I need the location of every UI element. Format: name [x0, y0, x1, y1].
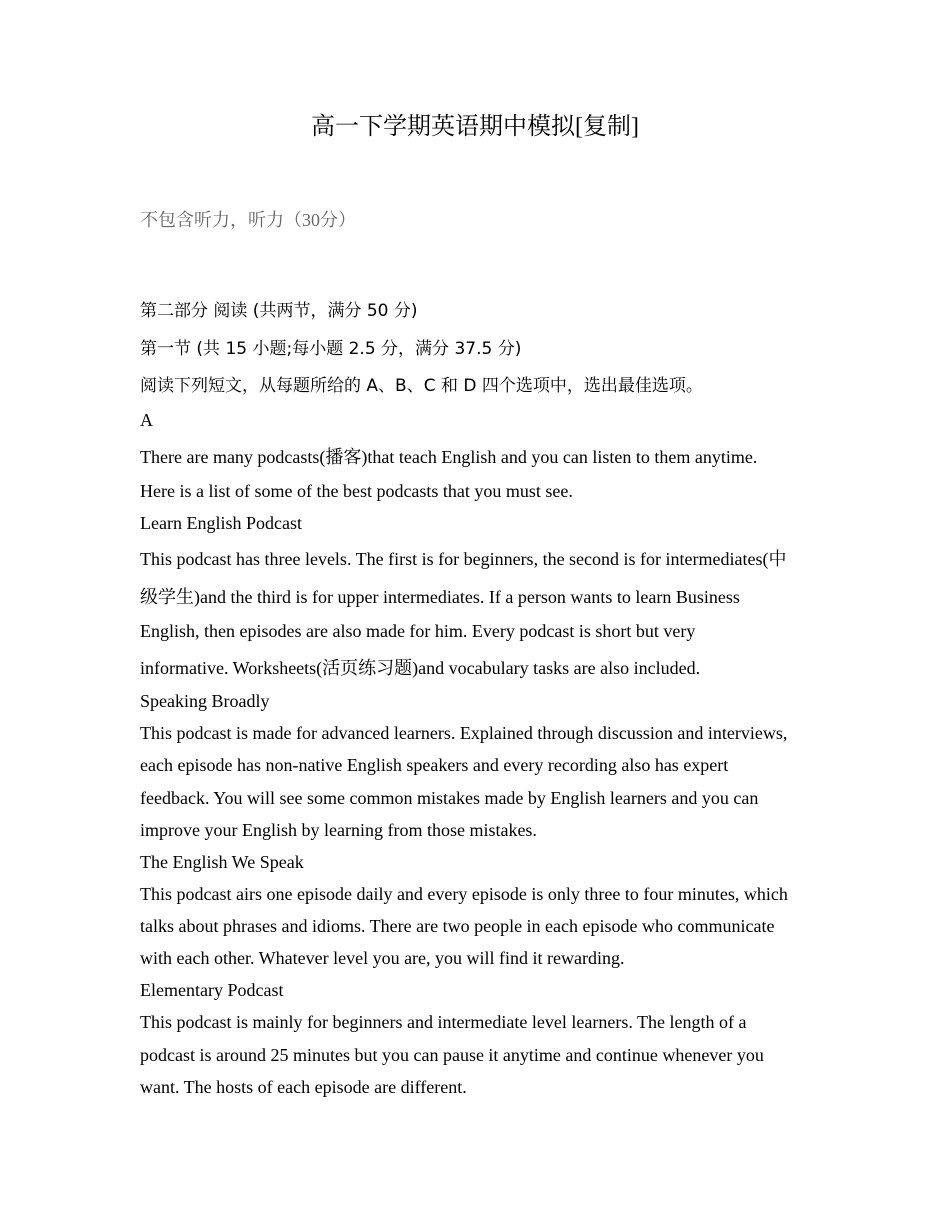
learn-english-podcast-text-line: 级学生)and the third is for upper intermediates. If a person wants to learn Business	[140, 587, 740, 607]
passage-label-line: A	[140, 410, 153, 430]
intro-paragraph-line: Here is a list of some of the best podcasts that you must see.	[140, 481, 573, 501]
learn-english-podcast-text-line: English, then episodes are also made for him. Every podcast is short but very	[140, 621, 696, 641]
learn-english-podcast-text-line: This podcast has three levels. The first is for beginners, the second is for intermediates(中	[140, 549, 787, 569]
section-one-heading-line: 第一节 (共 15 小题;每小题 2.5 分，满分 37.5 分)	[140, 339, 522, 359]
document-title: 高一下学期英语期中模拟[复制]	[311, 114, 639, 140]
speaking-broadly-text-line: This podcast is made for advanced learners. Explained through discussion and interviews,	[140, 723, 788, 743]
heading-elementary-podcast-line: Elementary Podcast	[140, 980, 284, 1000]
elementary-podcast-text-line: want. The hosts of each episode are different.	[140, 1077, 467, 1097]
heading-the-english-we-speak-line: The English We Speak	[140, 852, 304, 872]
the-english-we-speak-text-line: This podcast airs one episode daily and every episode is only three to four minutes, which	[140, 884, 788, 904]
elementary-podcast-text-line: This podcast is mainly for beginners and intermediate level learners. The length of a	[140, 1012, 747, 1032]
learn-english-podcast-text-line: informative. Worksheets(活页练习题)and vocabulary tasks are also included.	[140, 658, 701, 678]
intro-paragraph-line: There are many podcasts(播客)that teach English and you can listen to them anytime.	[140, 447, 758, 467]
heading-learn-english-podcast-line: Learn English Podcast	[140, 513, 302, 533]
the-english-we-speak-text-line: with each other. Whatever level you are, you will find it rewarding.	[140, 948, 625, 968]
the-english-we-speak-text-line: talks about phrases and idioms. There are two people in each episode who communicate	[140, 916, 775, 936]
speaking-broadly-text-line: each episode has non-native English speakers and every recording also has expert	[140, 755, 729, 775]
part-two-heading-line: 第二部分 阅读 (共两节，满分 50 分)	[140, 301, 418, 321]
listening-note-line: 不包含听力，听力（30分）	[140, 210, 356, 230]
instructions-line: 阅读下列短文，从每题所给的 A、B、C 和 D 四个选项中，选出最佳选项。	[140, 376, 703, 396]
speaking-broadly-text-line: improve your English by learning from those mistakes.	[140, 820, 537, 840]
speaking-broadly-text-line: feedback. You will see some common mistakes made by English learners and you can	[140, 788, 759, 808]
elementary-podcast-text-line: podcast is around 25 minutes but you can pause it anytime and continue whenever you	[140, 1045, 764, 1065]
heading-speaking-broadly-line: Speaking Broadly	[140, 691, 270, 711]
